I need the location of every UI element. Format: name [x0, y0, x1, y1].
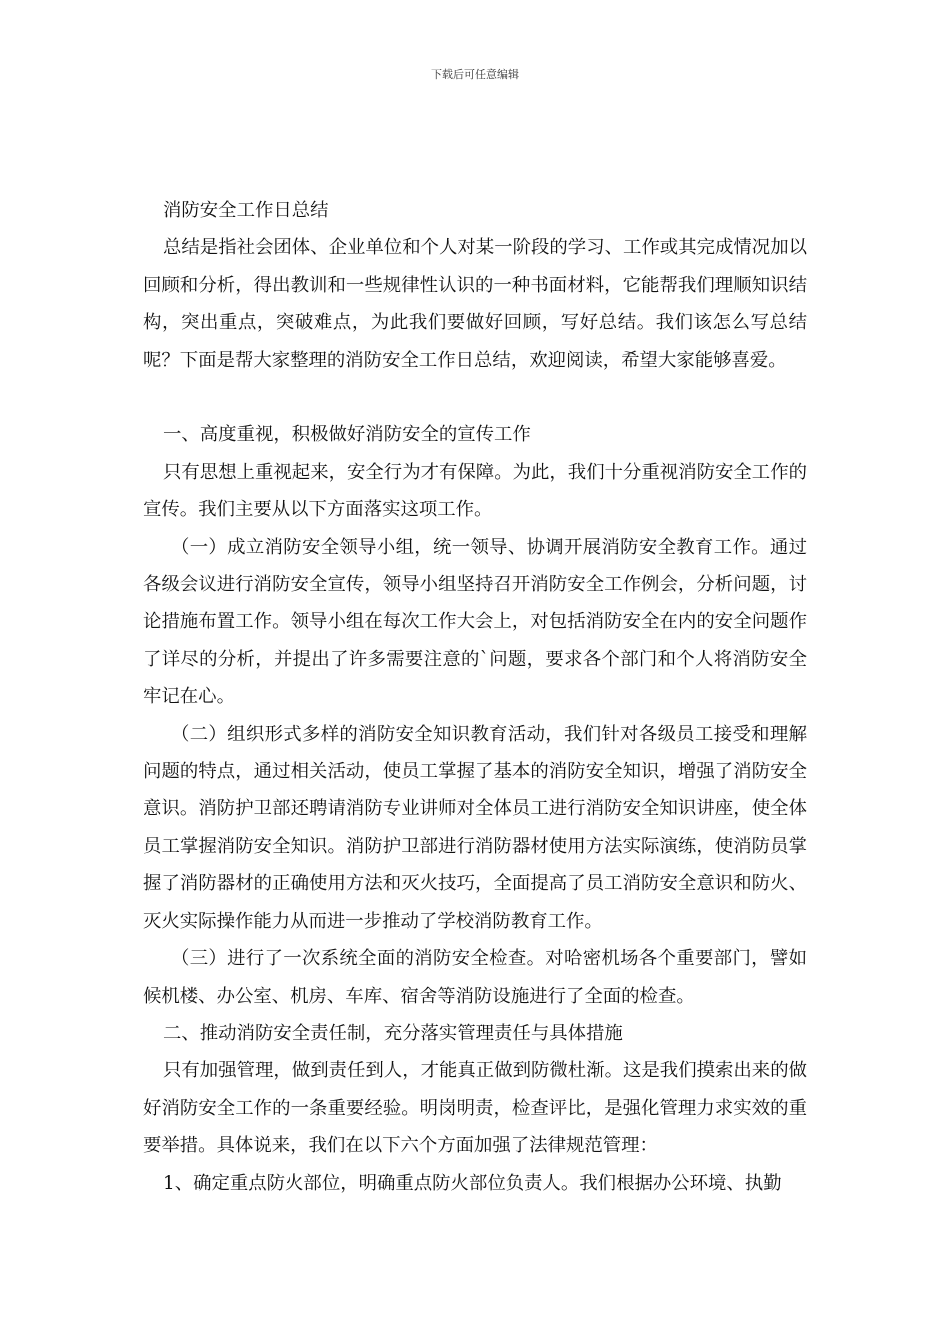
section2-point1: 1、确定重点防火部位，明确重点防火部位负责人。我们根据办公环境、执勤	[163, 1172, 782, 1194]
section2-heading: 二、推动消防安全责任制，充分落实管理责任与具体措施	[163, 1022, 623, 1044]
section1-item3: （三）进行了一次系统全面的消防安全检查。对哈密机场各个重要部门，譬如候机楼、办公室、机房、车库、宿舍等消防设施进行了全面的检查。	[143, 948, 807, 1007]
paragraph-spacer	[143, 379, 807, 416]
section1-intro: 只有思想上重视起来，安全行为才有保障。为此，我们十分重视消防安全工作的宣传。我们主要从以下方面落实这项工作。	[143, 461, 807, 521]
section2-intro: 只有加强管理，做到责任到人，才能真正做到防微杜渐。这是我们摸索出来的做好消防安全工作的一条重要经验。明岗明责，检查评比，是强化管理力求实效的重要举措。具体说来，我们在以下六个方面加强了法律规范管理：	[143, 1060, 807, 1157]
intro-paragraph: 总结是指社会团体、企业单位和个人对某一阶段的学习、工作或其完成情况加以回顾和分析，得出教训和一些规律性认识的一种书面材料，它能帮我们理顺知识结构，突出重点，突破难点，为此我们要做好回顾，写好总结。我们该怎么写总结呢？下面是帮大家整理的消防安全工作日总结，欢迎阅读，希望大家能够喜爱。	[143, 237, 807, 371]
section1-item2: （二）组织形式多样的消防安全知识教育活动，我们针对各级员工接受和理解问题的特点，通过相关活动，使员工掌握了基本的消防安全知识，增强了消防安全意识。消防护卫部还聘请消防专业讲师对全体员工进行消防安全知识讲座，使全体员工掌握消防安全知识。消防护卫部进行消防器材使用方法实际演练，使消防员掌握了消防器材的正确使用方法和灭火技巧，全面提高了员工消防安全意识和防火、灭火实际操作能力从而进一步推动了学校消防教育工作。	[143, 723, 807, 932]
section1-item1: （一）成立消防安全领导小组，统一领导、协调开展消防安全教育工作。通过各级会议进行消防安全宣传，领导小组坚持召开消防安全工作例会，分析问题，讨论措施布置工作。领导小组在每次工作大会上，对包括消防安全在内的安全问题作了详尽的分析，并提出了许多需要注意的`问题，要求各个部门和个人将消防安全牢记在心。	[143, 536, 807, 708]
page-header: 下载后可任意编辑	[431, 68, 519, 81]
section1-heading: 一、高度重视，积极做好消防安全的宣传工作	[163, 424, 531, 446]
document-title: 消防安全工作日总结	[163, 200, 329, 221]
document-body	[143, 192, 807, 1202]
